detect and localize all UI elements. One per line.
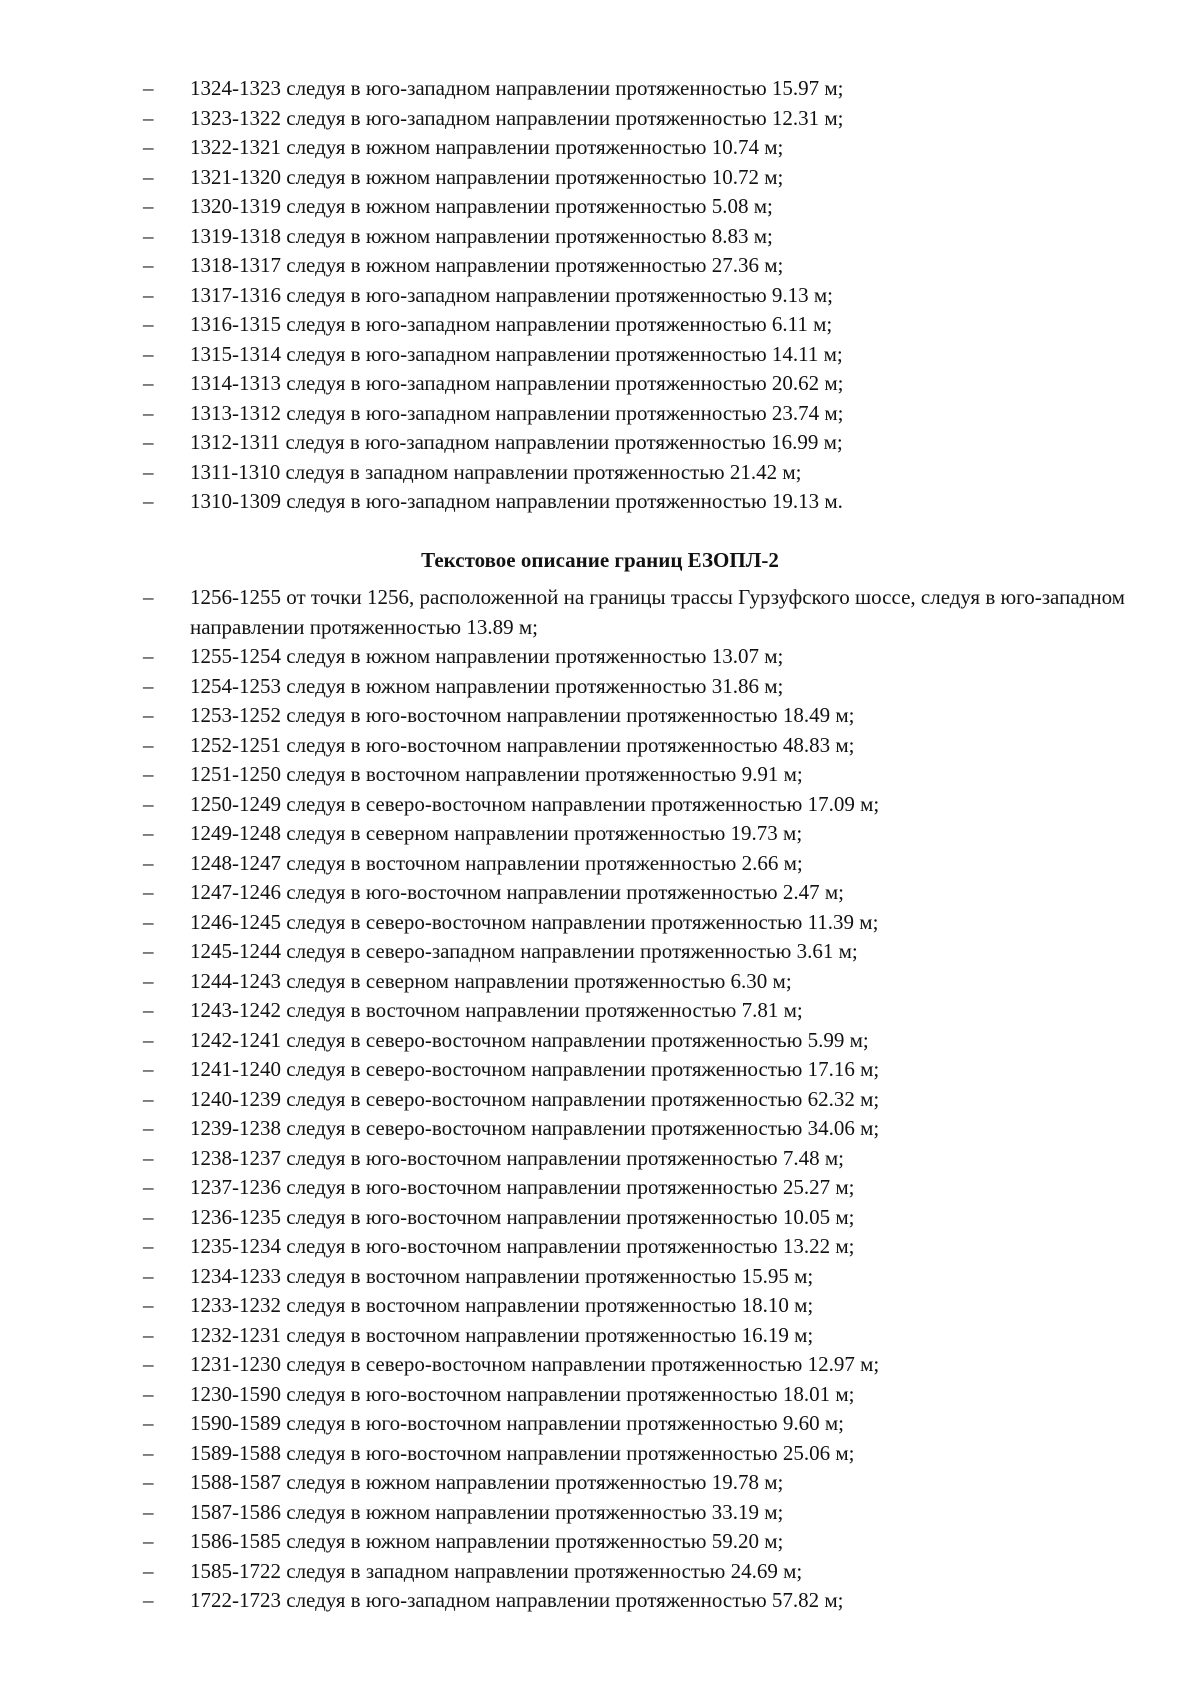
bullet-dash: –: [143, 400, 154, 425]
list-item: [0, 642, 1200, 672]
list-item-text: 1314-1313 следуя в юго-западном направлении протяженностью 20.62 м;: [190, 371, 844, 395]
list-item: [0, 1144, 1200, 1174]
boundary-list-section-1: [0, 74, 1200, 517]
list-item-text: 1250-1249 следуя в северо-восточном направлении протяженностью 17.09 м;: [190, 791, 880, 816]
list-item-text: 1315-1314 следуя в юго-западном направлении протяженностью 14.11 м;: [190, 341, 843, 366]
bullet-dash: –: [143, 1086, 154, 1111]
bullet-dash: –: [143, 909, 154, 934]
list-item-text: 1236-1235 следуя в юго-восточном направлении протяженностью 10.05 м;: [190, 1204, 855, 1229]
list-item: [0, 104, 1200, 134]
bullet-dash: –: [143, 791, 154, 816]
bullet-dash: –: [143, 762, 154, 786]
bullet-dash: –: [143, 76, 154, 100]
list-item: [0, 399, 1200, 429]
list-item-text: 1248-1247 следуя в восточном направлении протяженностью 2.66 м;: [190, 850, 803, 875]
bullet-dash: –: [143, 1263, 154, 1288]
list-item: [0, 251, 1200, 281]
list-item-text: 1324-1323 следуя в юго-западном направлении протяженностью 15.97 м;: [190, 76, 844, 100]
list-item: [0, 1350, 1200, 1380]
list-item-text: 1310-1309 следуя в юго-западном направлении протяженностью 19.13 м.: [190, 489, 843, 513]
list-item-text: 1244-1243 следуя в северном направлении протяженностью 6.30 м;: [190, 968, 792, 993]
bullet-dash: –: [143, 253, 154, 277]
list-item: [0, 908, 1200, 938]
list-item-text: 1247-1246 следуя в юго-восточном направлении протяженностью 2.47 м;: [190, 880, 844, 904]
list-item: [0, 1203, 1200, 1233]
list-item-text: 1251-1250 следуя в восточном направлении протяженностью 9.91 м;: [190, 762, 803, 786]
list-item: [0, 340, 1200, 370]
list-item: [0, 790, 1200, 820]
list-item: [0, 1291, 1200, 1321]
list-item: [0, 1498, 1200, 1528]
bullet-dash: –: [143, 1116, 154, 1140]
list-item: [0, 760, 1200, 790]
bullet-dash: –: [143, 732, 154, 757]
list-item: [0, 1055, 1200, 1085]
bullet-dash: –: [143, 1352, 154, 1376]
section-heading: Текстовое описание границ ЕЗОПЛ-2: [421, 548, 779, 572]
list-item: [0, 1439, 1200, 1469]
list-item: [0, 967, 1200, 997]
bullet-dash: –: [143, 968, 154, 993]
bullet-dash: –: [143, 1293, 154, 1317]
list-item-text: 1590-1589 следуя в юго-восточном направлении протяженностью 9.60 м;: [190, 1411, 844, 1435]
list-item: [0, 1586, 1200, 1616]
bullet-dash: –: [143, 1027, 154, 1052]
list-item: [0, 281, 1200, 311]
list-item-text: 1239-1238 следуя в северо-восточном направлении протяженностью 34.06 м;: [190, 1116, 880, 1140]
list-item: [0, 996, 1200, 1026]
list-item-text: 1313-1312 следуя в юго-западном направлении протяженностью 23.74 м;: [190, 400, 844, 425]
bullet-dash: –: [143, 459, 154, 484]
bullet-dash: –: [143, 1381, 154, 1406]
list-item-text: 1237-1236 следуя в юго-восточном направлении протяженностью 25.27 м;: [190, 1175, 855, 1199]
list-item: [0, 819, 1200, 849]
list-item: [0, 1321, 1200, 1351]
bullet-dash: –: [143, 821, 154, 845]
list-item: [0, 937, 1200, 967]
list-item-text: 1589-1588 следуя в юго-восточном направлении протяженностью 25.06 м;: [190, 1440, 855, 1465]
bullet-dash: –: [143, 1175, 154, 1199]
list-item: [0, 74, 1200, 104]
list-item: [0, 878, 1200, 908]
list-item: [0, 583, 1200, 642]
list-item-text: 1238-1237 следуя в юго-восточном направлении протяженностью 7.48 м;: [190, 1145, 844, 1170]
list-item: [0, 192, 1200, 222]
list-item-text: 1316-1315 следуя в юго-западном направлении протяженностью 6.11 м;: [190, 312, 833, 336]
list-item-text: 1253-1252 следуя в юго-восточном направлении протяженностью 18.49 м;: [190, 703, 855, 727]
bullet-dash: –: [143, 644, 154, 668]
bullet-dash: –: [143, 312, 154, 336]
list-item-text: 1311-1310 следуя в западном направлении протяженностью 21.42 м;: [190, 459, 802, 484]
list-item-text: 1323-1322 следуя в юго-западном направлении протяженностью 12.31 м;: [190, 105, 844, 130]
list-item-text: 1587-1586 следуя в южном направлении протяженностью 33.19 м;: [190, 1499, 784, 1524]
list-item-text: 1318-1317 следуя в южном направлении протяженностью 27.36 м;: [190, 253, 784, 277]
bullet-dash: –: [143, 371, 154, 395]
list-item-text: 1586-1585 следуя в южном направлении протяженностью 59.20 м;: [190, 1529, 784, 1553]
list-item-text: 1585-1722 следуя в западном направлении протяженностью 24.69 м;: [190, 1558, 803, 1583]
list-item-text: 1245-1244 следуя в северо-западном направлении протяженностью 3.61 м;: [190, 939, 858, 963]
list-item: [0, 701, 1200, 731]
list-item-text: 1252-1251 следуя в юго-восточном направлении протяженностью 48.83 м;: [190, 732, 855, 757]
list-item: [0, 458, 1200, 488]
list-item-text: 1240-1239 следуя в северо-восточном направлении протяженностью 62.32 м;: [190, 1086, 880, 1111]
list-item-text: 1312-1311 следуя в юго-западном направлении протяженностью 16.99 м;: [190, 430, 843, 454]
bullet-dash: –: [143, 880, 154, 904]
bullet-dash: –: [143, 282, 154, 307]
list-item-text: 1242-1241 следуя в северо-восточном направлении протяженностью 5.99 м;: [190, 1027, 869, 1052]
list-item-text: 1317-1316 следуя в юго-западном направлении протяженностью 9.13 м;: [190, 282, 834, 307]
list-item-text: 1230-1590 следуя в юго-восточном направлении протяженностью 18.01 м;: [190, 1381, 855, 1406]
bullet-dash: –: [143, 430, 154, 454]
list-item: [0, 849, 1200, 879]
list-item-text: 1234-1233 следуя в восточном направлении протяженностью 15.95 м;: [190, 1263, 814, 1288]
list-item-text: 1232-1231 следуя в восточном направлении протяженностью 16.19 м;: [190, 1322, 814, 1347]
list-item: [0, 1085, 1200, 1115]
list-item-text: 1722-1723 следуя в юго-западном направлении протяженностью 57.82 м;: [190, 1588, 844, 1612]
list-item-text: 1243-1242 следуя в восточном направлении протяженностью 7.81 м;: [190, 998, 803, 1022]
list-item-text: 1249-1248 следуя в северном направлении протяженностью 19.73 м;: [190, 821, 803, 845]
list-item: [0, 310, 1200, 340]
list-item: [0, 1026, 1200, 1056]
bullet-dash: –: [143, 223, 154, 248]
list-item: [0, 1557, 1200, 1587]
list-item: [0, 1468, 1200, 1498]
list-item-text: 1235-1234 следуя в юго-восточном направлении протяженностью 13.22 м;: [190, 1234, 855, 1258]
list-item-text: 1319-1318 следуя в южном направлении протяженностью 8.83 м;: [190, 223, 773, 248]
list-item: [0, 1114, 1200, 1144]
list-item-text: 1320-1319 следуя в южном направлении протяженностью 5.08 м;: [190, 194, 773, 218]
list-item-text: 1241-1240 следуя в северо-восточном направлении протяженностью 17.16 м;: [190, 1057, 880, 1081]
bullet-dash: –: [143, 194, 154, 218]
list-item: [0, 1527, 1200, 1557]
list-item-text: 1255-1254 следуя в южном направлении протяженностью 13.07 м;: [190, 644, 784, 668]
list-item-text: 1231-1230 следуя в северо-восточном направлении протяженностью 12.97 м;: [190, 1352, 880, 1376]
list-item: [0, 487, 1200, 517]
bullet-dash: –: [143, 939, 154, 963]
list-item: [0, 672, 1200, 702]
bullet-dash: –: [143, 489, 154, 513]
bullet-dash: –: [143, 1558, 154, 1583]
list-item-text: 1322-1321 следуя в южном направлении протяженностью 10.74 м;: [190, 135, 784, 159]
list-item: [0, 1262, 1200, 1292]
bullet-dash: –: [143, 1440, 154, 1465]
list-item-text: 1321-1320 следуя в южном направлении протяженностью 10.72 м;: [190, 164, 784, 189]
bullet-dash: –: [143, 673, 154, 698]
list-item: [0, 1409, 1200, 1439]
list-item: [0, 731, 1200, 761]
list-item: [0, 1173, 1200, 1203]
bullet-dash: –: [143, 1145, 154, 1170]
list-item-text: 1256-1255 от точки 1256, расположенной на границы трассы Гурзуфского шоссе, следуя в юго-западном направлении протяженностью 13.89 м;: [190, 585, 1125, 639]
list-item: [0, 133, 1200, 163]
bullet-dash: –: [143, 341, 154, 366]
list-item-text: 1588-1587 следуя в южном направлении протяженностью 19.78 м;: [190, 1470, 784, 1494]
bullet-dash: –: [143, 164, 154, 189]
list-item-text: 1254-1253 следуя в южном направлении протяженностью 31.86 м;: [190, 673, 784, 698]
list-item: [0, 1380, 1200, 1410]
bullet-dash: –: [143, 1529, 154, 1553]
bullet-dash: –: [143, 1411, 154, 1435]
list-item: [0, 1232, 1200, 1262]
bullet-dash: –: [143, 998, 154, 1022]
bullet-dash: –: [143, 1234, 154, 1258]
list-item: [0, 369, 1200, 399]
bullet-dash: –: [143, 850, 154, 875]
list-item-text: 1246-1245 следуя в северо-восточном направлении протяженностью 11.39 м;: [190, 909, 879, 934]
bullet-dash: –: [143, 585, 154, 609]
bullet-dash: –: [143, 105, 154, 130]
bullet-dash: –: [143, 1322, 154, 1347]
bullet-dash: –: [143, 1057, 154, 1081]
list-item-text: 1233-1232 следуя в восточном направлении протяженностью 18.10 м;: [190, 1293, 814, 1317]
bullet-dash: –: [143, 1588, 154, 1612]
bullet-dash: –: [143, 1204, 154, 1229]
bullet-dash: –: [143, 135, 154, 159]
bullet-dash: –: [143, 703, 154, 727]
bullet-dash: –: [143, 1470, 154, 1494]
list-item: [0, 428, 1200, 458]
list-item: [0, 222, 1200, 252]
list-item: [0, 163, 1200, 193]
boundary-list-section-2: [0, 583, 1200, 1616]
bullet-dash: –: [143, 1499, 154, 1524]
